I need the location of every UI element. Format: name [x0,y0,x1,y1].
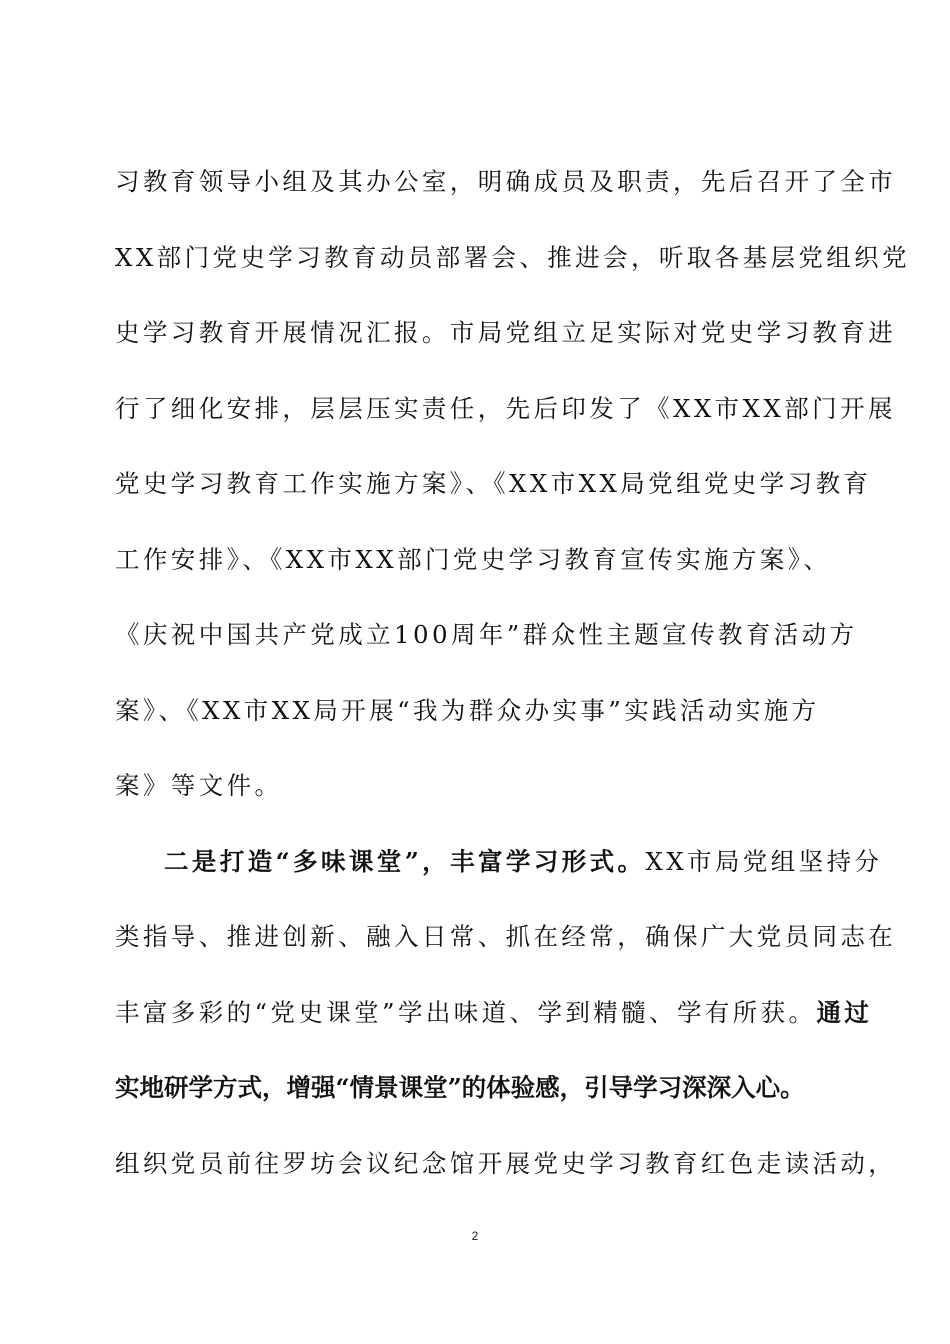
text-run: 丰富多彩的“党史课堂”学出味道、学到精髓、学有所获。 [115,997,817,1027]
bold-text-run: 通过 [816,997,873,1027]
paragraph-heading: 二是打造“多味课堂”，丰富学习形式。 [164,846,646,876]
text-line: 工作安排》、《XX市XX部门党史学习教育宣传实施方案》、 [115,544,832,574]
body-text [115,144,910,1201]
bold-text-line: 实地研学方式，增强“情景课堂”的体验感，引导学习深深入心。 [115,1073,805,1102]
text-line: XX部门党史学习教育动员部署会、推进会，听取各基层党组织党 [115,242,910,272]
text-line: 案》等文件。 [115,771,283,800]
text-line: 史学习教育开展情况汇报。市局党组立足实际对党史学习教育进 [115,318,897,347]
paragraph-heading-line [115,824,883,900]
text-line: 案》、《XX市XX局开展“我为群众办实事”实践活动实施方 [115,695,820,725]
text-run: XX市局党组坚持分 [645,846,883,876]
text-line: 《庆祝中国共产党成立100周年”群众性主题宣传教育活动方 [115,620,858,649]
text-line: 类指导、推进创新、融入日常、抓在经常，确保广大党员同志在 [115,922,897,951]
text-line: 习教育领导小组及其办公室，明确成员及职责，先后召开了全市 [115,167,897,196]
text-line [115,975,873,1051]
page-number: 2 [471,1229,479,1243]
text-line: 行了细化安排，层层压实责任，先后印发了《XX市XX部门开展 [115,393,896,423]
text-line: 组织党员前往罗坊会议纪念馆开展党史学习教育红色走读活动， [115,1148,897,1178]
text-line: 党史学习教育工作实施方案》、《XX市XX局党组党史学习教育 [115,469,872,498]
